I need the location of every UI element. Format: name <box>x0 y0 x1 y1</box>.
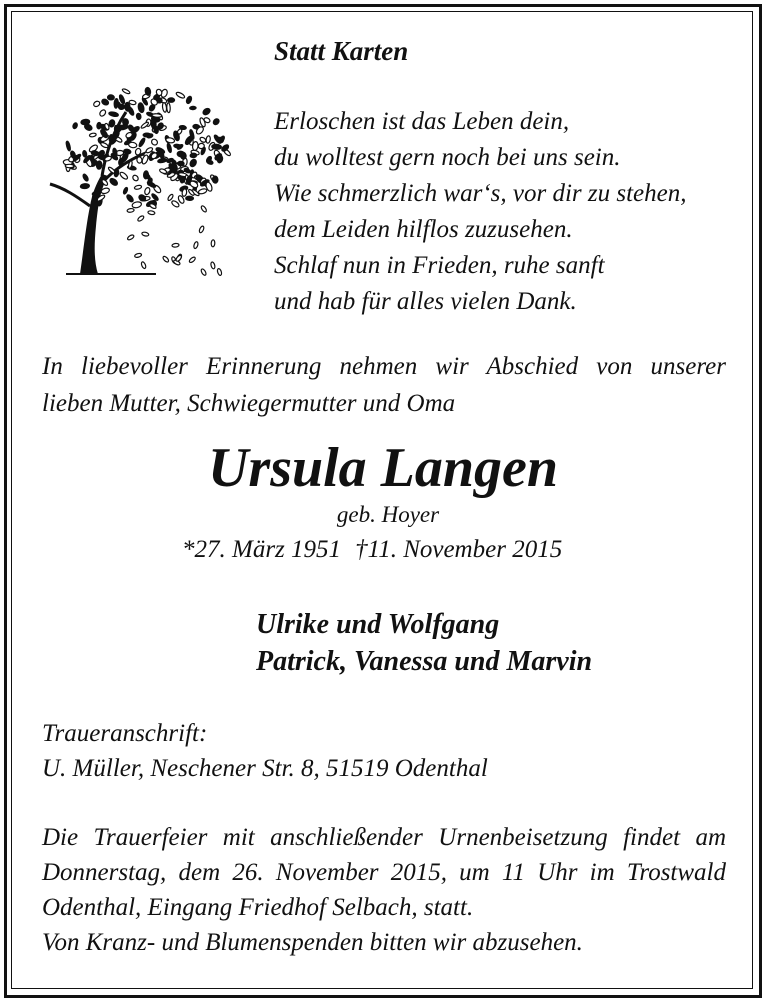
falling-leaf <box>217 268 223 276</box>
leaf <box>144 187 151 195</box>
leaf <box>143 171 148 179</box>
leaf <box>180 152 187 160</box>
service-line: Odenthal, Eingang Friedhof Selbach, statt. <box>42 894 474 921</box>
leaf <box>126 194 135 203</box>
intro-line: lieben Mutter, Schwiegermutter und Oma <box>42 390 456 417</box>
service-info <box>42 820 726 960</box>
falling-leaf <box>198 225 204 233</box>
leaf <box>128 142 137 149</box>
leaf <box>151 118 157 128</box>
service-line: Die Trauerfeier mit anschließender Urnenbeisetzung findet am <box>42 824 726 851</box>
leaf <box>108 111 118 117</box>
falling-leaf <box>127 234 135 241</box>
leaf <box>167 194 174 202</box>
falling-leaf <box>172 243 179 247</box>
poem-line: dem Leiden hilflos zuzusehen. <box>274 216 573 243</box>
falling-leaf <box>175 254 182 262</box>
intro-line: In liebevoller Erinnerung nehmen wir Abschied von unserer <box>42 353 726 380</box>
falling-leaf <box>162 255 169 263</box>
leaf <box>190 106 197 110</box>
birth-date: *27. März 1951 <box>182 536 342 563</box>
poem-line: Wie schmerzlich war‘s, vor dir zu stehen, <box>274 180 687 207</box>
leaf <box>189 158 198 168</box>
leaf <box>132 201 142 209</box>
leaf <box>138 137 146 147</box>
falling-leaf <box>141 261 147 269</box>
leaf <box>190 153 197 158</box>
address-line: U. Müller, Neschener Str. 8, 51519 Odenthal <box>42 755 488 782</box>
leaf <box>136 157 142 164</box>
leaf <box>72 122 78 129</box>
leaf <box>81 119 90 125</box>
leaf <box>122 88 131 95</box>
poem-line: du wolltest gern noch bei uns sein. <box>274 144 621 171</box>
leaf <box>134 185 142 190</box>
leaf <box>202 107 211 116</box>
leaf <box>93 100 101 107</box>
tree-illustration <box>36 56 236 281</box>
leaf <box>136 113 141 120</box>
leaf <box>114 98 119 108</box>
falling-leaf <box>200 268 207 276</box>
leaf <box>206 136 211 144</box>
death-date: †11. November 2015 <box>355 536 563 563</box>
leaf <box>65 164 74 168</box>
leaf <box>184 168 191 174</box>
poem-line: Schlaf nun in Frieden, ruhe sanft <box>274 252 605 279</box>
service-line: Von Kranz- und Blumenspenden bitten wir abzusehen. <box>42 929 583 956</box>
family-line: Patrick, Vanessa und Marvin <box>256 646 593 677</box>
heading: Statt Karten <box>274 36 409 66</box>
leaf <box>212 176 218 183</box>
falling-leaf <box>188 256 196 263</box>
leaf <box>206 159 213 165</box>
falling-leaf <box>134 253 142 258</box>
leaf <box>150 138 158 146</box>
falling-leaf <box>193 241 199 249</box>
leaf <box>65 141 71 151</box>
leaf <box>109 177 119 186</box>
leaf <box>151 193 159 201</box>
falling-leaf <box>211 240 215 247</box>
leaf <box>177 161 184 166</box>
leaf <box>186 196 194 200</box>
deceased-name: Ursula Langen <box>207 437 559 499</box>
falling-leaf <box>210 262 215 270</box>
leaf <box>162 102 167 112</box>
poem-line: und hab für alles vielen Dank. <box>274 288 577 315</box>
leaf <box>140 121 149 129</box>
family-line: Ulrike und Wolfgang <box>256 609 500 640</box>
leaf <box>119 171 129 180</box>
leaf <box>107 95 114 100</box>
leaf <box>82 150 87 157</box>
leaf <box>89 133 96 138</box>
leaf <box>152 113 162 117</box>
leaf <box>123 187 129 195</box>
leaf <box>185 96 192 105</box>
address-label: Traueranschrift: <box>42 720 208 747</box>
mourning-address <box>42 716 488 786</box>
falling-leaf <box>141 232 149 237</box>
service-line: Donnerstag, dem 26. November 2015, um 11 Uhr im Trostwald <box>42 859 726 886</box>
leaf <box>166 143 172 153</box>
falling-leaf <box>137 215 145 222</box>
falling-leaf <box>127 208 134 213</box>
leaf <box>127 106 135 116</box>
maiden-name: geb. Hoyer <box>336 502 440 527</box>
leaf <box>167 103 171 113</box>
leaf <box>132 174 140 182</box>
leaf <box>168 98 175 103</box>
leaf <box>80 183 89 188</box>
family-names <box>256 606 592 680</box>
leaf <box>137 102 144 113</box>
falling-leaf <box>148 210 156 215</box>
leaf <box>97 122 102 129</box>
leaf <box>175 91 185 99</box>
leaf <box>212 144 222 150</box>
leaf <box>82 173 89 181</box>
intro-text <box>42 348 726 422</box>
falling-leaf <box>200 205 207 213</box>
leaf <box>179 125 187 130</box>
leaf <box>99 109 107 117</box>
leaf <box>118 104 124 109</box>
leaf <box>171 200 180 208</box>
leaf <box>182 189 188 197</box>
leaf <box>199 136 206 143</box>
leaf <box>192 141 198 150</box>
leaf <box>212 118 220 126</box>
life-dates <box>182 536 562 564</box>
poem <box>274 104 686 320</box>
leaf <box>96 161 102 170</box>
leaf <box>100 142 109 149</box>
poem-line: Erloschen ist das Leben dein, <box>274 108 570 135</box>
